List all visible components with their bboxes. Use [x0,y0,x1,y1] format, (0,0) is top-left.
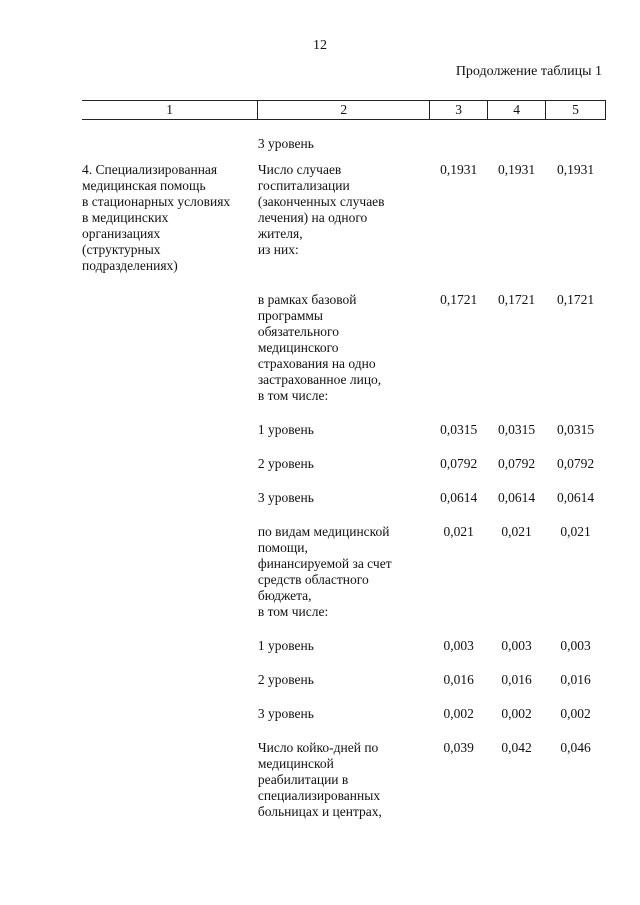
table-cell-col-3 [430,120,488,163]
header-row [82,101,606,120]
table-cell-col-3: 0,021 [443,524,474,539]
table-cell-col-1 [82,740,258,838]
table-cell-col-5: 0,016 [560,672,591,687]
table-cell-col-1 [82,292,258,422]
table-row [82,120,606,163]
table-row [82,490,606,524]
column-header-4: 4 [488,101,546,120]
table-row [82,422,606,456]
table-row [82,162,606,292]
table-cell-col-5: 0,1721 [556,292,595,307]
table-cell-col-4: 0,042 [501,740,532,755]
column-header-1: 1 [82,101,258,120]
table-cell-col-5: 0,1931 [556,162,595,177]
table-cell-col-4: 0,021 [501,524,532,539]
table-cell-col-2: Число койко-дней по медицинской реабилитации в специализированных больницах и центрах, [257,740,382,819]
table-cell-col-3: 0,0614 [440,490,478,505]
table-cell-col-2: 1 уровень [257,422,314,437]
table-cell-col-2: 2 уровень [257,672,314,687]
table-cell-col-5: 0,021 [560,524,591,539]
table-cell-col-5: 0,0614 [556,490,595,505]
table-cell-col-3: 0,1721 [440,292,478,307]
table-cell-col-5 [546,120,606,163]
column-header-2: 2 [258,101,430,120]
table-cell-col-3: 0,016 [443,672,474,687]
table-cell-col-3: 0,0792 [440,456,478,471]
table-cell-col-4 [488,120,546,163]
table-row [82,456,606,490]
table-cell-col-5: 0,046 [560,740,591,755]
table-cell-col-5: 0,002 [560,706,591,721]
table-cell-col-2: в рамках базовой программы обязательного медицинского страхования на одно застрахованное лицо, в том числе: [257,292,382,403]
table-cell-col-4: 0,1721 [498,292,536,307]
table-cell-col-1 [82,490,258,524]
table-cell-col-3: 0,039 [443,740,474,755]
table-header [82,101,606,120]
table-cell-col-1 [82,706,258,740]
table-cell-col-1 [82,524,258,638]
column-header-3: 3 [430,101,488,120]
table-cell-col-5: 0,0792 [556,456,595,471]
page-number: 12 [313,38,327,53]
table-row [82,638,606,672]
table-cell-col-3: 0,002 [443,706,474,721]
table-cell-col-4: 0,1931 [498,162,536,177]
table-cell-col-5: 0,0315 [556,422,595,437]
table-cell-col-4: 0,003 [501,638,532,653]
table-cell-col-2: 3 уровень [257,706,314,721]
table-cell-col-4: 0,016 [501,672,532,687]
table-cell-col-3: 0,1931 [440,162,478,177]
table-cell-col-1 [82,120,258,163]
table-cell-col-3: 0,0315 [440,422,478,437]
table-cell-col-4: 0,0315 [498,422,536,437]
table-cell-col-1 [82,422,258,456]
table-row [82,292,606,422]
table-cell-col-2: 3 уровень [257,490,314,505]
table-cell-col-4: 0,002 [501,706,532,721]
table-cell-col-3: 0,003 [443,638,474,653]
table-row [82,740,606,838]
table-cell-col-2: 2 уровень [257,456,314,471]
table-cell-col-1 [82,638,258,672]
table-cell-col-5: 0,003 [560,638,591,653]
table-continuation-label: Продолжение таблицы 1 [455,64,602,79]
table-cell-col-1 [82,672,258,706]
table-cell-col-2: 1 уровень [257,638,314,653]
table-cell-col-1: 4. Специализированная медицинская помощь в стационарных условиях в медицинских организациях (структурных подразделениях) [82,162,231,273]
table-row [82,672,606,706]
table-cell-col-2: 3 уровень [257,136,314,151]
table-body [82,120,606,839]
table-cell-col-1 [82,456,258,490]
table-cell-col-2: Число случаев госпитализации (законченных случаев лечения) на одного жителя, из них: [257,162,385,257]
table-cell-col-4: 0,0614 [498,490,536,505]
data-table [82,100,606,838]
table-cell-col-4: 0,0792 [498,456,536,471]
table-cell-col-2: по видам медицинской помощи, финансируемой за счет средств областного бюджета, в том числе: [257,524,392,619]
table-row [82,706,606,740]
table-row [82,524,606,638]
column-header-5: 5 [546,101,606,120]
